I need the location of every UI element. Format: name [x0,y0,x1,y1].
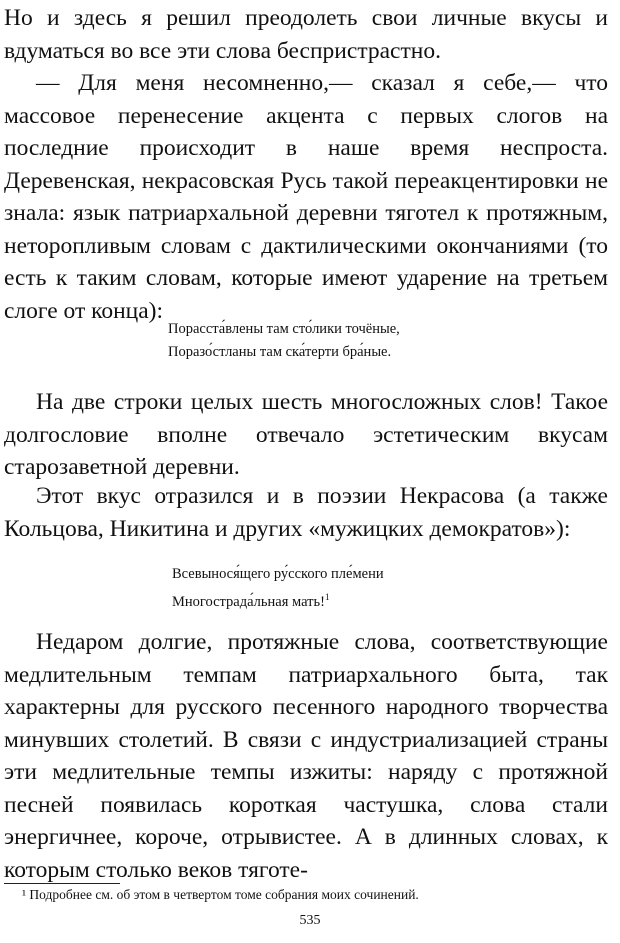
paragraph-4: Этот вкус отразился и в поэзии Некрасова (а также Кольцова, Никитина и других «мужицких демократов»): [4,483,608,542]
verse-line: Порасста́влены там сто́лики точёные, [168,321,400,337]
verse-quote-2 [172,563,384,614]
footnote: ¹ Подробнее см. об этом в четвертом томе собрания моих сочинений. [22,887,419,902]
paragraph-1: Но и здесь я решил преодолеть свои личные вкусы и вдуматься во все эти слова беспристрастно. [4,5,608,64]
footnote-divider [4,883,120,884]
footnote-marker: 1 [324,592,330,602]
verse-line-text: Многострада́льная мать! [172,593,325,610]
paragraph-2: — Для меня несомненно,— сказал я себе,— что массовое перенесение акцента с первых слогов на последние происходит в наше время неспроста. Деревенская, некрасовская Русь такой переакцентировки не знала: язык патриархальной деревни тяготел к протяжным, неторопливым словам с дактилическими окончаниями (то есть к таким словам, которые имеют ударение на третьем слоге от конца): [4,70,608,324]
paragraph-5: Недаром долгие, протяжные слова, соответствующие медлительным темпам патриархального быта, так характерны для русского песенного народного творчества минувших столетий. В связи с индустриализацией страны эти медлительные темпы изжиты: наряду с протяжной песней появилась короткая частушка, слова стали энергичнее, короче, отрывистее. А в длинных словах, к которым столько веков тяготе- [4,629,608,883]
verse-line-with-note [172,586,384,614]
verse-line: Всевынося́щего ру́сского пле́мени [172,566,384,582]
page-number: 535 [299,913,321,928]
verse-quote-1 [168,318,400,364]
verse-line: Поразо́стланы там ска́терти бра́ные. [168,344,392,360]
paragraph-3: На две строки целых шесть многосложных слов! Такое долгословие вполне отвечало эстетическим вкусам старозаветной деревни. [4,389,608,480]
